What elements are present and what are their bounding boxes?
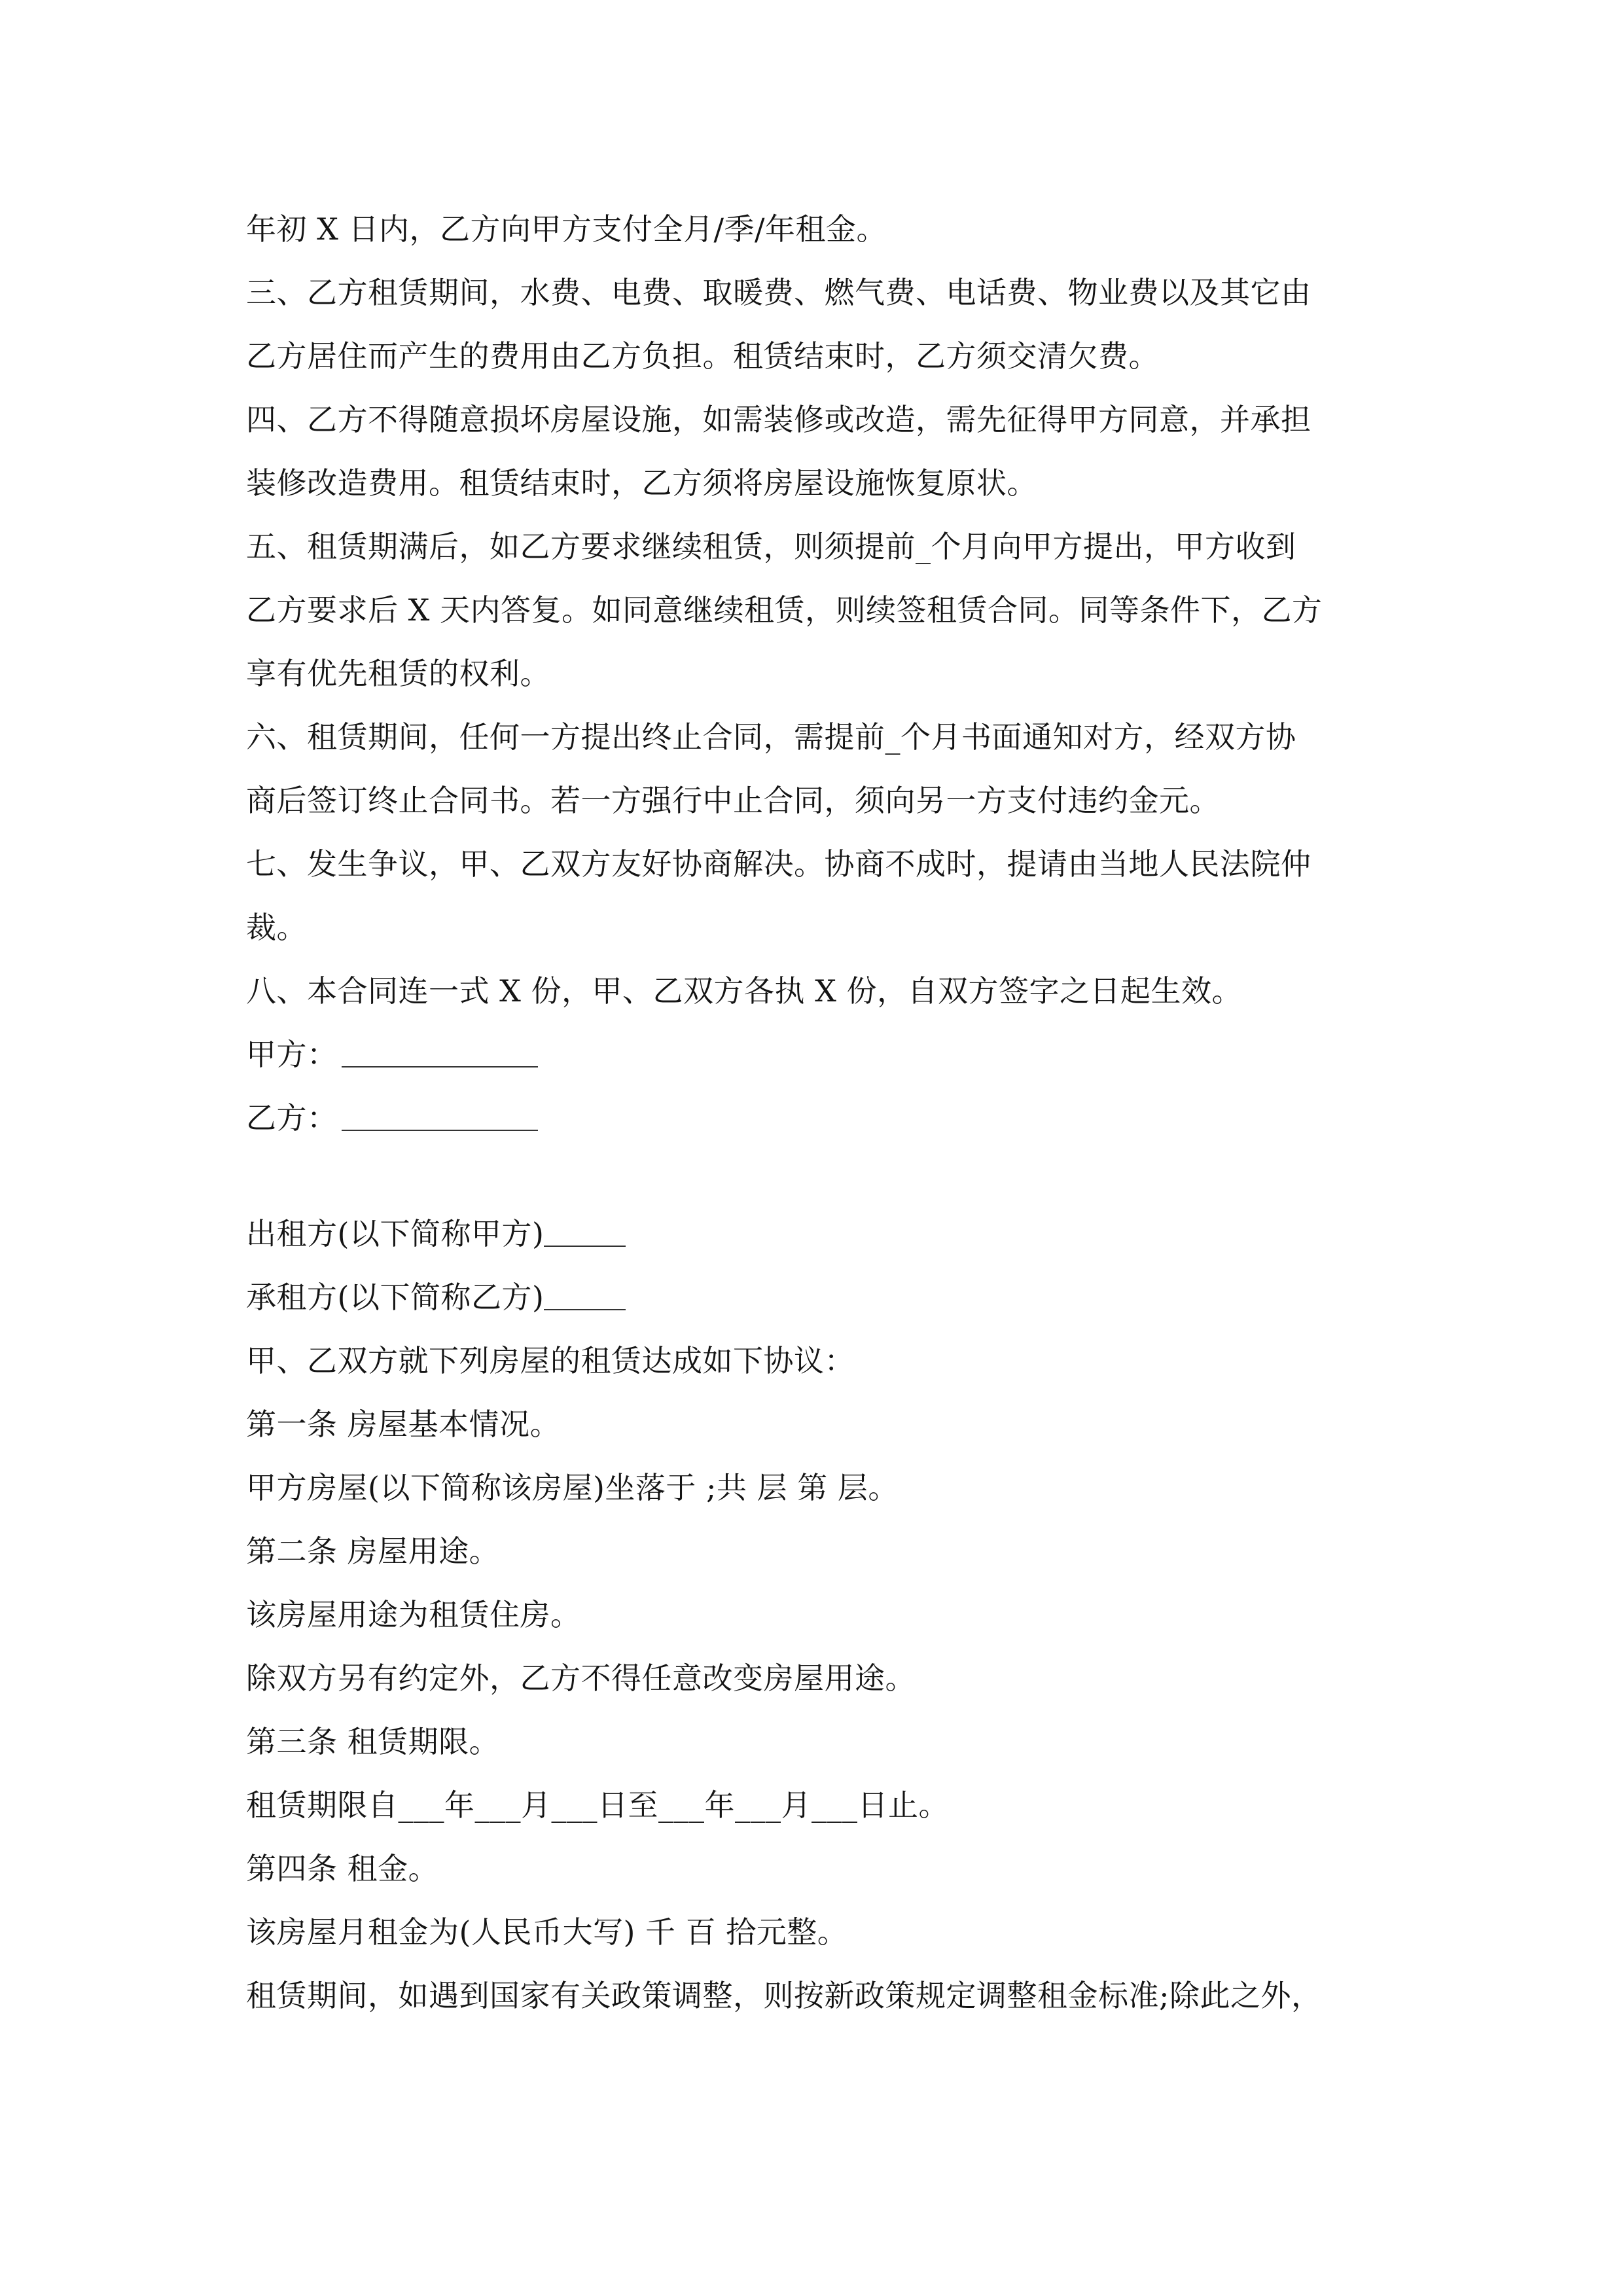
article-4-text-1: 该房屋月租金为(人民币大写) 千 百 拾元整。 (246, 1914, 848, 1950)
party-a-label: 甲方： (246, 1037, 338, 1072)
party-b-signature-row (246, 1086, 1391, 1150)
clause-3-line-2: 乙方居住而产生的费用由乙方负担。租赁结束时，乙方须交清欠费。 (246, 338, 1159, 374)
clause-4-line-1: 四、乙方不得随意损坏房屋设施，如需装修或改造，需先征得甲方同意，并承担 (246, 402, 1311, 437)
clause-7-line-1: 七、发生争议，甲、乙双方友好协商解决。协商不成时，提请由当地人民法院仲 (246, 846, 1311, 882)
article-3-text: 租赁期限自___年___月___日至___年___月___日止。 (246, 1787, 949, 1823)
clause-7-line-2: 裁。 (246, 910, 307, 945)
article-2-heading: 第二条 房屋用途。 (246, 1534, 500, 1569)
lessor-blank[interactable] (544, 1213, 626, 1247)
article-4-heading: 第四条 租金。 (246, 1851, 439, 1886)
clause-6-line-1: 六、租赁期间，任何一方提出终止合同，需提前_个月书面通知对方，经双方协 (246, 719, 1296, 755)
party-a-signature-blank[interactable] (342, 1033, 538, 1067)
clause-4-line-2: 装修改造费用。租赁结束时，乙方须将房屋设施恢复原状。 (246, 465, 1037, 501)
lessee-blank[interactable] (544, 1276, 626, 1310)
paragraph-line: 年初 X 日内，乙方向甲方支付全月/季/年租金。 (246, 211, 887, 247)
party-a-signature-row (246, 1023, 1391, 1086)
lessor-label: 出租方(以下简称甲方) (246, 1216, 544, 1251)
article-4-text-2: 租赁期间，如遇到国家有关政策调整，则按新政策规定调整租金标准;除此之外， (246, 1978, 1322, 2013)
clause-6-line-2: 商后签订终止合同书。若一方强行中止合同，须向另一方支付违约金元。 (246, 783, 1220, 818)
section-gap (246, 1150, 1391, 1202)
document-body (246, 198, 1391, 2028)
article-2-text-2: 除双方另有约定外，乙方不得任意改变房屋用途。 (246, 1660, 916, 1696)
article-1-text: 甲方房屋(以下简称该房屋)坐落于 ;共 层 第 层。 (246, 1470, 899, 1505)
clause-3-line-1: 三、乙方租赁期间，水费、电费、取暖费、燃气费、电话费、物业费以及其它由 (246, 275, 1311, 310)
article-1-heading: 第一条 房屋基本情况。 (246, 1407, 561, 1442)
party-b-signature-blank[interactable] (342, 1097, 538, 1131)
article-2-text-1: 该房屋用途为租赁住房。 (246, 1597, 581, 1632)
clause-5-line-3: 享有优先租赁的权利。 (246, 656, 550, 691)
lessor-row (246, 1202, 1391, 1266)
article-3-heading: 第三条 租赁期限。 (246, 1724, 500, 1759)
clause-8-line: 八、本合同连一式 X 份，甲、乙双方各执 X 份，自双方签字之日起生效。 (246, 973, 1242, 1009)
clause-5-line-1: 五、租赁期满后，如乙方要求继续租赁，则须提前_个月向甲方提出，甲方收到 (246, 529, 1296, 564)
party-b-label: 乙方： (246, 1100, 338, 1136)
lessee-row (246, 1266, 1391, 1329)
lessee-label: 承租方(以下简称乙方) (246, 1280, 544, 1315)
clause-5-line-2: 乙方要求后 X 天内答复。如同意继续租赁，则续签租赁合同。同等条件下，乙方 (246, 592, 1323, 628)
agreement-intro: 甲、乙双方就下列房屋的租赁达成如下协议： (246, 1343, 855, 1378)
